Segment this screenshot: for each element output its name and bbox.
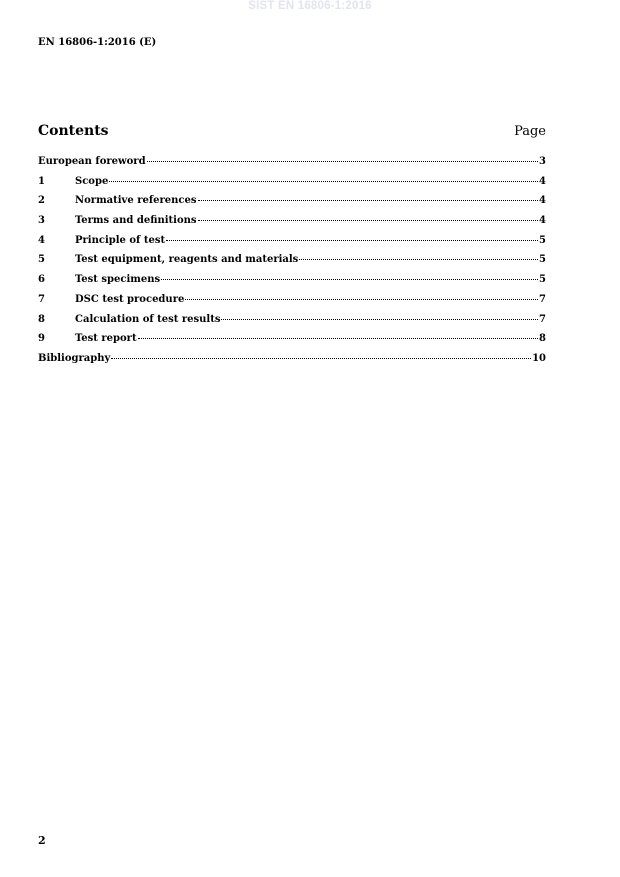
toc-entry-title: Test report [75, 333, 137, 345]
toc-entry-number: 4 [38, 234, 45, 246]
table-of-contents [38, 156, 546, 373]
toc-entry-page: 4 [539, 215, 546, 227]
toc-entry-title: European foreword [38, 156, 146, 167]
toc-leader-dots [111, 358, 531, 359]
toc-entry-number: 5 [38, 254, 45, 266]
toc-entry-9[interactable] [38, 333, 546, 353]
toc-entry-page: 5 [539, 254, 546, 266]
toc-entry-number: 9 [38, 333, 45, 345]
watermark: SIST EN 16806-1:2016 [248, 0, 372, 12]
toc-entry-page: 5 [539, 274, 546, 286]
toc-entry-7[interactable] [38, 294, 546, 314]
toc-entry-page: 7 [539, 313, 546, 325]
toc-entry-bibliography[interactable] [38, 353, 546, 373]
toc-entry-number: 6 [38, 274, 45, 286]
toc-entry-number: 3 [38, 215, 45, 227]
toc-entry-title: Calculation of test results [75, 313, 221, 325]
toc-leader-dots [138, 338, 538, 339]
toc-entry-4[interactable] [38, 235, 546, 255]
toc-entry-3[interactable] [38, 215, 546, 235]
page-number: 2 [38, 834, 46, 847]
toc-entry-1[interactable] [38, 176, 546, 196]
toc-entry-title: Bibliography [38, 352, 111, 364]
page-column-label: Page [514, 124, 546, 139]
toc-leader-dots [299, 259, 538, 260]
toc-entry-title: Test specimens [75, 274, 161, 286]
document-id: EN 16806-1:2016 (E) [38, 37, 157, 48]
toc-leader-dots [221, 319, 538, 320]
toc-entry-number: 8 [38, 313, 45, 325]
toc-leader-dots [198, 200, 539, 201]
toc-entry-title: Scope [75, 175, 109, 187]
toc-entry-title: Normative references [75, 195, 197, 207]
toc-entry-number: 2 [38, 195, 45, 207]
toc-entry-8[interactable] [38, 314, 546, 334]
toc-entry-foreword[interactable] [38, 156, 546, 176]
toc-leader-dots [185, 299, 538, 300]
contents-heading [38, 123, 546, 139]
toc-entry-page: 3 [539, 156, 546, 167]
toc-leader-dots [147, 161, 538, 162]
toc-entry-5[interactable] [38, 254, 546, 274]
toc-leader-dots [198, 220, 539, 221]
toc-entry-number: 1 [38, 175, 45, 187]
toc-entry-2[interactable] [38, 195, 546, 215]
toc-entry-page: 5 [539, 234, 546, 246]
toc-entry-title: Principle of test [75, 234, 166, 246]
toc-entry-page: 4 [539, 195, 546, 207]
toc-entry-page: 10 [532, 352, 546, 364]
toc-leader-dots [166, 240, 538, 241]
toc-entry-page: 4 [539, 175, 546, 187]
toc-entry-title: DSC test procedure [75, 293, 185, 305]
toc-entry-title: Test equipment, reagents and materials [75, 254, 299, 266]
toc-leader-dots [109, 181, 538, 182]
toc-entry-page: 7 [539, 293, 546, 305]
contents-title: Contents [38, 123, 109, 139]
toc-entry-title: Terms and definitions [75, 215, 197, 227]
toc-entry-number: 7 [38, 293, 45, 305]
toc-leader-dots [161, 279, 538, 280]
toc-entry-page: 8 [539, 333, 546, 345]
toc-entry-6[interactable] [38, 274, 546, 294]
